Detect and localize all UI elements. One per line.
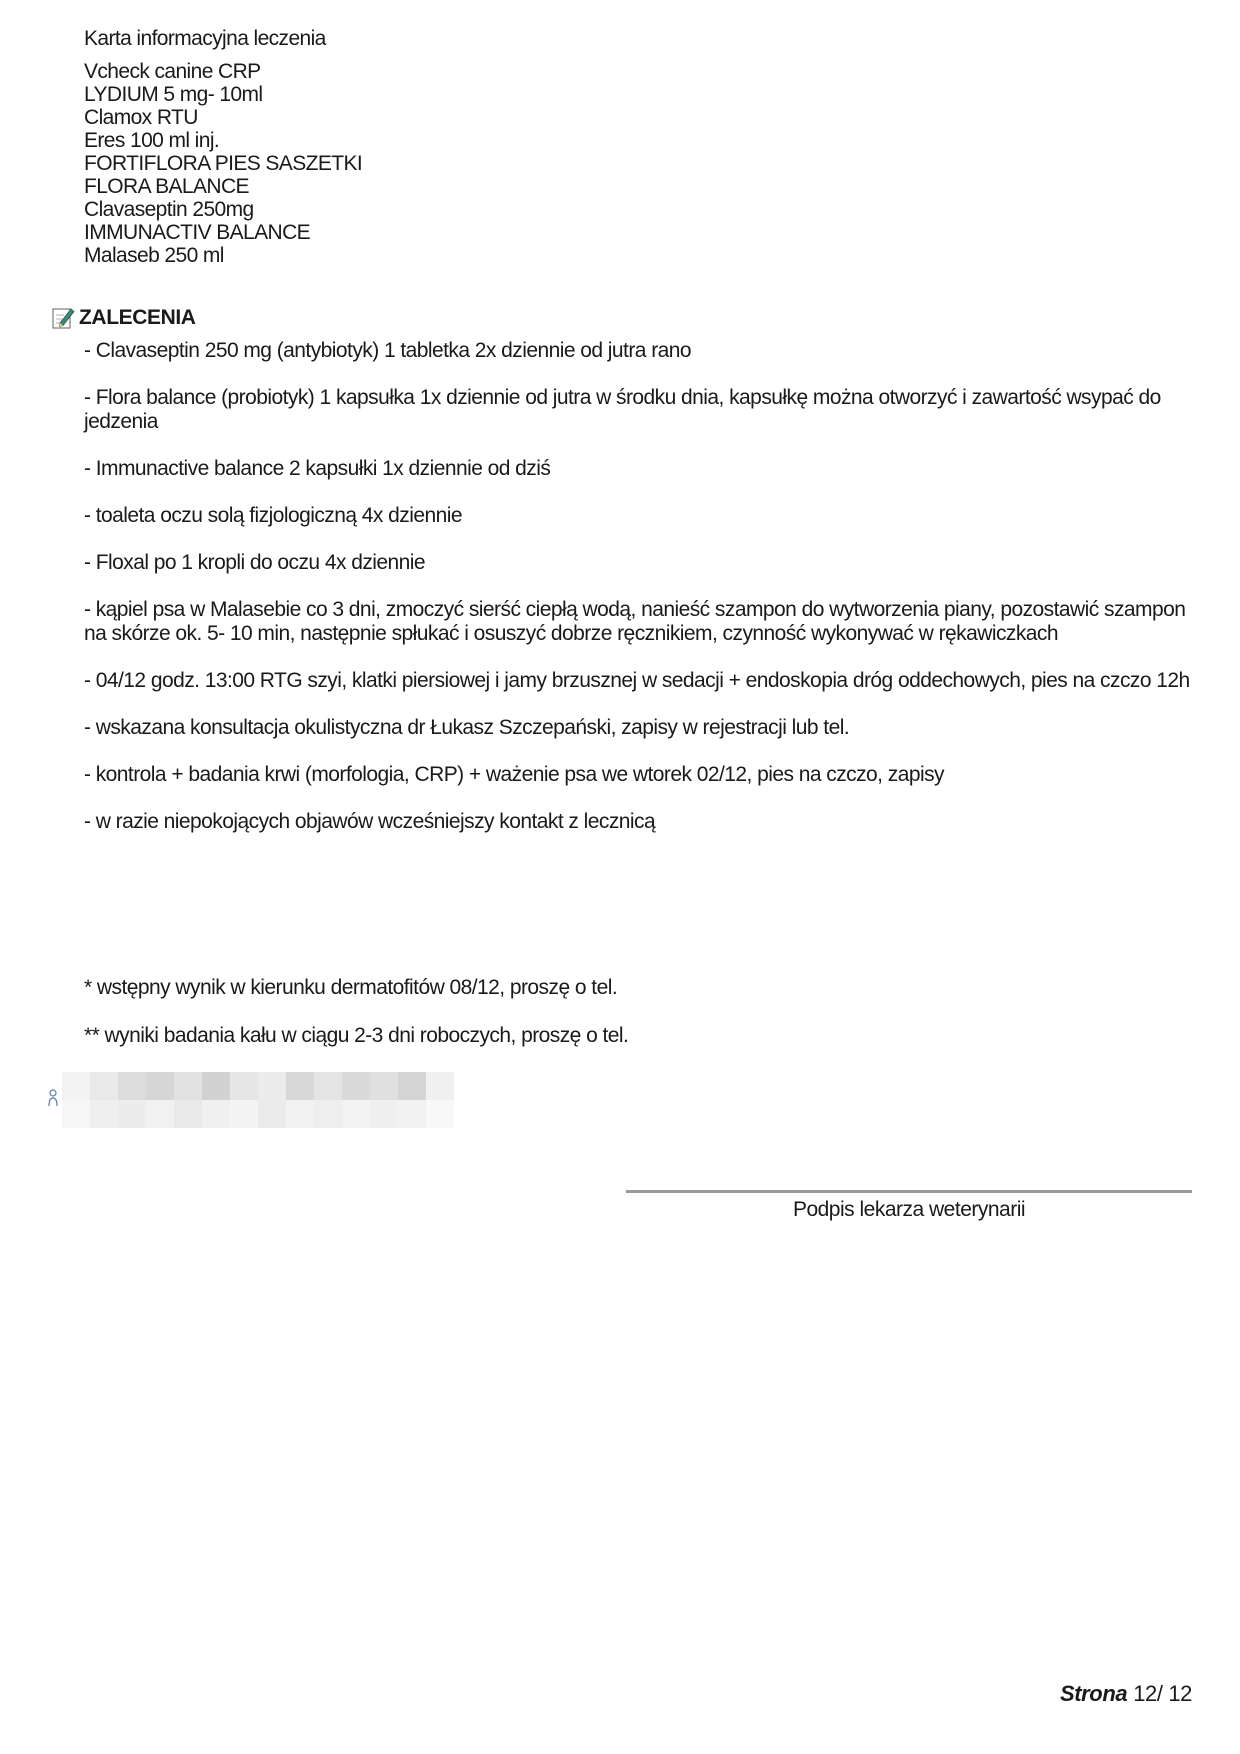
product-item: LYDIUM 5 mg- 10ml [84,83,263,106]
page-number [1060,1682,1192,1706]
recommendation-line: - kontrola + badania krwi (morfologia, CRP) + ważenie psa we wtorek 02/12, pies na czczo, zapisy [84,763,944,786]
redacted-pixel [174,1100,202,1128]
redacted-pixel [230,1100,258,1128]
redacted-pixel [314,1100,342,1128]
recommendation-line: - 04/12 godz. 13:00 RTG szyi, klatki piersiowej i jamy brzusznej w sedacji + endoskopia dróg oddechowych, pies na czczo 12h [84,669,1190,692]
note-line: * wstępny wynik w kierunku dermatofitów 08/12, proszę o tel. [84,976,618,999]
redacted-pixel [314,1072,342,1100]
redacted-pixel [202,1072,230,1100]
person-icon [48,1088,58,1108]
redacted-pixel [202,1100,230,1128]
pencil-icon [52,306,76,330]
recommendations-header [52,305,196,331]
notes [84,976,1184,1072]
product-item: FLORA BALANCE [84,175,249,198]
redacted-pixel [62,1100,90,1128]
recommendation-line: - wskazana konsultacja okulistyczna dr Łukasz Szczepański, zapisy w rejestracji lub tel. [84,716,850,739]
redacted-pixel [286,1072,314,1100]
recommendations-list [84,339,1204,857]
section-title: ZALECENIA [79,306,196,329]
recommendation-line: - w razie niepokojących objawów wcześniejszy kontakt z lecznicą [84,810,656,833]
recommendation-line: - Floxal po 1 kropli do oczu 4x dziennie [84,551,426,574]
document-title: Karta informacyjna leczenia [84,27,326,50]
redacted-pixel [370,1100,398,1128]
product-item: Clavaseptin 250mg [84,198,254,221]
redacted-pixel [398,1100,426,1128]
redacted-pixel [286,1100,314,1128]
product-list [84,60,362,267]
product-item: Clamox RTU [84,106,198,129]
redacted-block [62,1072,454,1128]
page-count: 12/ 12 [1133,1681,1192,1706]
redacted-pixel [230,1072,258,1100]
redacted-pixel [118,1100,146,1128]
redacted-pixel [426,1100,454,1128]
redacted-pixel [90,1100,118,1128]
recommendation-line: - Immunactive balance 2 kapsułki 1x dziennie od dziś [84,457,551,480]
note-line: ** wyniki badania kału w ciągu 2-3 dni roboczych, proszę o tel. [84,1024,629,1047]
product-item: IMMUNACTIV BALANCE [84,221,311,244]
redacted-pixel [90,1072,118,1100]
product-item: Malaseb 250 ml [84,244,224,267]
redacted-pixel [258,1100,286,1128]
recommendation-line: - kąpiel psa w Malasebie co 3 dni, zmoczyć sierść ciepłą wodą, nanieść szampon do wytworzenia piany, pozostawić szampon na skórze ok. 5- 10 min, następnie spłukać i osuszyć dobrze ręcznikiem, czynność wykonywać w rękawiczkach [84,598,1186,645]
signature-label: Podpis lekarza weterynarii [792,1198,1026,1221]
recommendation-line: - toaleta oczu solą fizjologiczną 4x dziennie [84,504,462,527]
product-item: Vcheck canine CRP [84,60,261,83]
redacted-pixel [370,1072,398,1100]
redacted-pixel [62,1072,90,1100]
redacted-pixel [146,1100,174,1128]
page-word: Strona [1059,1681,1128,1706]
redacted-pixel [118,1072,146,1100]
recommendation-line: - Clavaseptin 250 mg (antybiotyk) 1 tabletka 2x dziennie od jutra rano [84,339,692,362]
redacted-pixel [258,1072,286,1100]
recommendation-line: - Flora balance (probiotyk) 1 kapsułka 1x dziennie od jutra w środku dnia, kapsułkę można otworzyć i zawartość wsypać do jedzenia [84,386,1161,433]
redacted-pixel [342,1100,370,1128]
product-item: FORTIFLORA PIES SASZETKI [84,152,363,175]
signature-line [626,1190,1192,1193]
redacted-pixel [174,1072,202,1100]
redacted-pixel [398,1072,426,1100]
redacted-pixel [146,1072,174,1100]
product-item: Eres 100 ml inj. [84,129,220,152]
redacted-pixel [426,1072,454,1100]
redacted-pixel [342,1072,370,1100]
